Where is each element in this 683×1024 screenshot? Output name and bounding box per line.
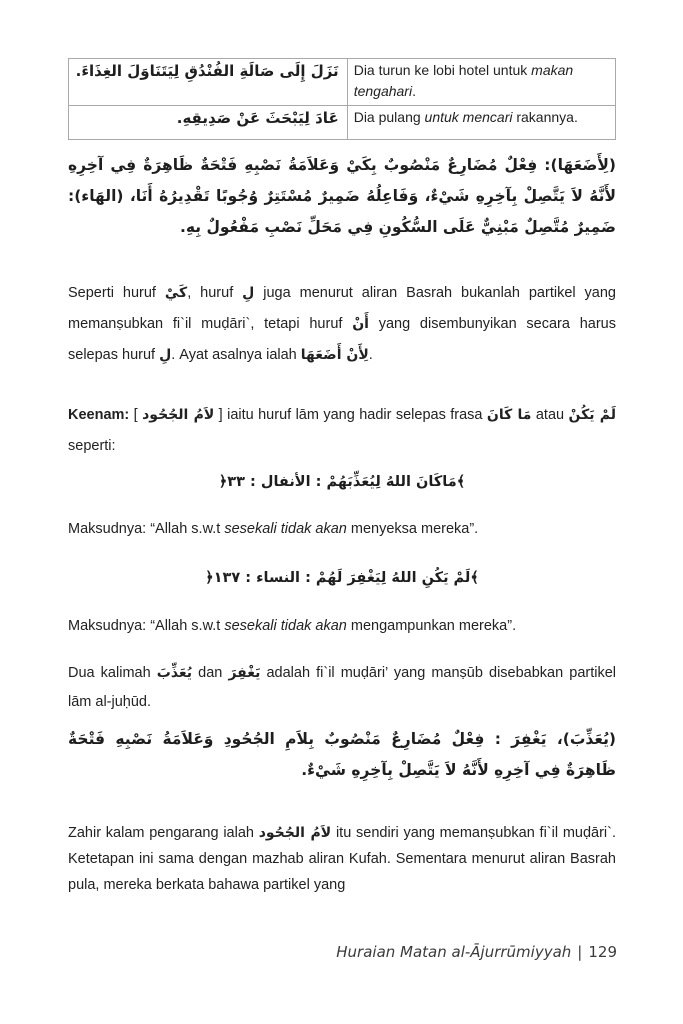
quran-verse: ﴿لَمْ يَكُنِ اللهُ لِيَغْفِرَ لَهُمْ : النساء : ١٣٧﴾	[205, 570, 479, 586]
page-footer	[336, 943, 617, 961]
text-run: . Ayat asalnya ialah	[171, 347, 301, 363]
meaning-paragraph-1	[68, 514, 616, 545]
paragraph-seperti-huruf	[68, 278, 616, 371]
arabic-word: لاَمُ الجُحُود	[258, 825, 332, 841]
arabic-word: أَنْ	[352, 316, 369, 332]
malay-text: Dia turun ke lobi hotel untuk	[353, 62, 532, 78]
arabic-word: لَمْ يَكُنْ	[568, 407, 616, 423]
text-run: itu sendiri yang memanṣubkan fi`il muḍāri`. Ketetapan ini sama dengan mazhab aliran Kufah. Sementara menurut aliran Basrah pula, mereka berkata bahawa partikel yang	[68, 825, 616, 893]
arabic-word: يَغْفِرَ	[228, 665, 261, 681]
italic-text: sesekali tidak akan	[224, 618, 347, 634]
text-run: adalah fi`il muḍāri’ yang manṣūb disebabkan partikel lām al-juḥūd.	[68, 665, 617, 710]
text-run: Maksudnya: “Allah s.w.t	[68, 521, 225, 537]
arabic-word: مَا كَانَ	[486, 407, 532, 423]
paragraph-zahir-kalam	[68, 820, 616, 898]
table-row	[69, 106, 616, 140]
malay-italic: untuk mencari	[424, 109, 513, 125]
table-row	[69, 59, 616, 106]
quran-verse: ﴿مَاكَانَ اللهُ لِيُعَذِّبَهُمْ : الأنفال : ٣٣﴾	[218, 474, 466, 490]
malay-text: Dia pulang	[353, 109, 425, 125]
text-run: [	[129, 407, 143, 423]
italic-text: sesekali tidak akan	[224, 521, 347, 537]
text-run: ] iaitu huruf lām yang hadir selepas frasa	[214, 407, 487, 423]
text-run: yang disembunyikan secara harus selepas huruf	[68, 316, 616, 363]
verse-block-2	[68, 564, 616, 592]
arabic-word: لاَمُ الجُحُود	[142, 407, 215, 423]
malay-italic: makan tengahari	[353, 62, 574, 99]
arabic-word: كَيْ	[164, 285, 188, 301]
text-run: mengampunkan mereka”.	[346, 618, 517, 634]
text-run: Zahir kalam pengarang ialah	[68, 825, 259, 841]
footer-separator: |	[577, 943, 583, 961]
text-run: , huruf	[187, 285, 243, 301]
irab-paragraph-2: (يُعَذِّبَ)، يَغْفِرَ : فِعْلٌ مُضَارِعٌ مَنْصُوبٌ بِلاَمِ الجُحُودِ وَعَلاَمَةُ نَصْبِهِ فَتْحَةٌ ظَاهِرَةٌ فِي آخِرِهِ لأَنَّهُ لاَ يَتَّصِلْ بِآخِرِهِ شَيْءٌ.	[68, 730, 616, 779]
arabic-word: لِ	[159, 347, 172, 363]
book-title: Huraian Matan al-Ājurrūmiyyah	[336, 943, 572, 961]
text-run: atau	[531, 407, 569, 423]
text-run: menyeksa mereka”.	[346, 521, 479, 537]
paragraph-dua-kalimah	[68, 659, 616, 717]
malay-cell	[347, 59, 615, 106]
paragraph-keenam	[68, 400, 616, 462]
arabic-word: لِ	[242, 285, 255, 301]
text-run: Dua kalimah	[68, 665, 157, 681]
verse-block-1	[68, 468, 616, 496]
arabic-word: يُعَذِّبَ	[156, 665, 193, 681]
text-run: dan	[192, 665, 229, 681]
arabic-word: لِأَنْ أَضَعَهَا	[300, 347, 369, 363]
meaning-paragraph-2	[68, 611, 616, 642]
text-run: Seperti huruf	[68, 285, 165, 301]
malay-text: .	[412, 83, 416, 99]
malay-text: rakannya.	[512, 109, 578, 125]
example-table	[68, 58, 616, 140]
irab-paragraph-1: (لِأَضَعَهَا): فِعْلٌ مُضَارِعٌ مَنْصُوبٌ بِكَيْ وَعَلاَمَةُ نَصْبِهِ فَتْحَةٌ ظَاهِرَةٌ فِي آخِرِهِ لأَنَّهُ لاَ يَتَّصِلْ بِآخِرِهِ شَيْءٌ، وَفَاعِلُهُ ضَمِيرٌ مُسْتَتِرٌ وُجُوبًا تَقْدِيرُهُ أَنَا، (الهَاء): ضَمِيرٌ مُتَّصِلٌ مَبْنِيٌّ عَلَى السُّكُونِ فِي مَحَلِّ نَصْبِ مَفْعُولٌ بِهِ.	[68, 156, 616, 236]
text-run: .	[368, 347, 373, 363]
text-run: juga menurut aliran Basrah bukanlah partikel yang memanṣubkan fi`il muḍāri`, tetapi huruf	[68, 285, 616, 332]
text-run: Maksudnya: “Allah s.w.t	[68, 618, 225, 634]
arabic-cell: نَزَلَ إِلَى صَالَةِ الفُنْدُقِ لِيَتَنَاوَلَ الغِذَاءَ.	[69, 59, 348, 106]
page-number: 129	[588, 943, 617, 961]
malay-cell	[347, 106, 615, 140]
section-label: Keenam:	[68, 407, 130, 423]
arabic-cell: عَادَ لِيَبْحَثَ عَنْ صَدِيقِهِ.	[69, 106, 348, 140]
text-run: seperti:	[68, 438, 116, 454]
